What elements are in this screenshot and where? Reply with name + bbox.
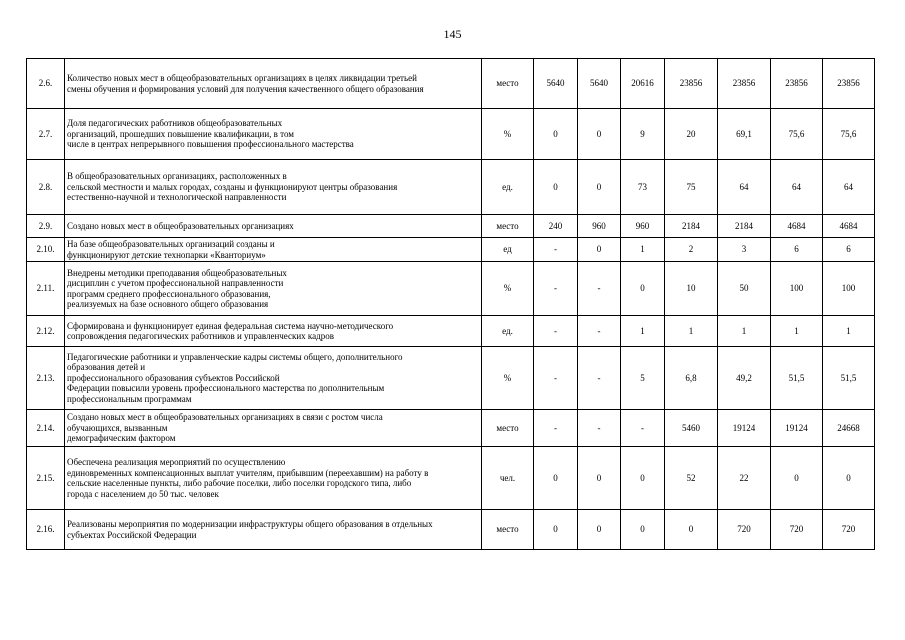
value-cell: 22	[718, 447, 771, 510]
value-cell: -	[534, 410, 578, 447]
value-cell: 0	[578, 109, 621, 160]
row-number: 2.10.	[27, 238, 65, 262]
unit-cell: место	[482, 59, 534, 109]
table-row	[27, 59, 875, 109]
table-row	[27, 109, 875, 160]
value-cell: 50	[718, 262, 771, 316]
row-number: 2.8.	[27, 160, 65, 215]
value-cell: 5640	[578, 59, 621, 109]
table-row	[27, 238, 875, 262]
value-cell: 0	[534, 510, 578, 550]
value-cell: 0	[823, 447, 875, 510]
value-cell: 1	[718, 316, 771, 347]
value-cell: 0	[621, 262, 665, 316]
unit-cell: ед	[482, 238, 534, 262]
value-cell: 51,5	[771, 347, 823, 410]
value-cell: 960	[578, 215, 621, 238]
value-cell: 1	[771, 316, 823, 347]
unit-cell: %	[482, 109, 534, 160]
value-cell: 23856	[718, 59, 771, 109]
value-cell: 52	[665, 447, 718, 510]
unit-cell: место	[482, 410, 534, 447]
row-number: 2.9.	[27, 215, 65, 238]
value-cell: 51,5	[823, 347, 875, 410]
unit-cell: место	[482, 510, 534, 550]
unit-cell: ед.	[482, 316, 534, 347]
value-cell: 0	[578, 510, 621, 550]
value-cell: 20616	[621, 59, 665, 109]
value-cell: 23856	[665, 59, 718, 109]
unit-cell: ед.	[482, 160, 534, 215]
value-cell: 10	[665, 262, 718, 316]
value-cell: 3	[718, 238, 771, 262]
table-row	[27, 160, 875, 215]
indicator-description: Создано новых мест в общеобразовательных организациях	[65, 215, 482, 238]
indicator-description: Количество новых мест в общеобразовательных организациях в целях ликвидации третьей смены обучения и формирования условий для получения качественного общего образования	[65, 59, 482, 109]
table-row	[27, 215, 875, 238]
value-cell: -	[578, 410, 621, 447]
value-cell: 6,8	[665, 347, 718, 410]
value-cell: 23856	[823, 59, 875, 109]
value-cell: 6	[823, 238, 875, 262]
value-cell: 19124	[771, 410, 823, 447]
value-cell: 1	[621, 316, 665, 347]
value-cell: 5460	[665, 410, 718, 447]
row-number: 2.14.	[27, 410, 65, 447]
value-cell: 64	[823, 160, 875, 215]
value-cell: -	[578, 316, 621, 347]
value-cell: 960	[621, 215, 665, 238]
table-row	[27, 510, 875, 550]
row-number: 2.13.	[27, 347, 65, 410]
row-number: 2.16.	[27, 510, 65, 550]
value-cell: 0	[578, 447, 621, 510]
value-cell: 23856	[771, 59, 823, 109]
value-cell: 75,6	[823, 109, 875, 160]
table-row	[27, 447, 875, 510]
value-cell: 720	[718, 510, 771, 550]
value-cell: 0	[578, 238, 621, 262]
value-cell: 1	[621, 238, 665, 262]
table-row	[27, 410, 875, 447]
value-cell: -	[534, 262, 578, 316]
unit-cell: %	[482, 262, 534, 316]
row-number: 2.6.	[27, 59, 65, 109]
value-cell: 1	[823, 316, 875, 347]
table-row	[27, 316, 875, 347]
value-cell: 0	[621, 447, 665, 510]
table-row	[27, 262, 875, 316]
row-number: 2.12.	[27, 316, 65, 347]
value-cell: 75,6	[771, 109, 823, 160]
value-cell: 240	[534, 215, 578, 238]
value-cell: 64	[771, 160, 823, 215]
value-cell: 0	[621, 510, 665, 550]
value-cell: -	[621, 410, 665, 447]
table-row	[27, 347, 875, 410]
page-number: 145	[443, 27, 462, 41]
value-cell: 100	[823, 262, 875, 316]
value-cell: 720	[823, 510, 875, 550]
value-cell: 2184	[718, 215, 771, 238]
value-cell: 20	[665, 109, 718, 160]
indicator-description: Доля педагогических работников общеобразовательных организаций, прошедших повышение квалификации, в том числе в центрах непрерывного повышения профессионального мастерства	[65, 109, 482, 160]
unit-cell: %	[482, 347, 534, 410]
indicator-description: На базе общеобразовательных организаций созданы и функционируют детские технопарки «Кванториум»	[65, 238, 482, 262]
value-cell: 5640	[534, 59, 578, 109]
value-cell: -	[534, 238, 578, 262]
value-cell: 0	[665, 510, 718, 550]
indicator-description: Обеспечена реализация мероприятий по осуществлению единовременных компенсационных выплат учителям, прибывшим (переехавшим) на работу в сельские населенные пункты, либо рабочие поселки, либо поселки городского типа, либо города с населением до 50 тыс. человек	[65, 447, 482, 510]
value-cell: 4684	[771, 215, 823, 238]
value-cell: 0	[534, 109, 578, 160]
value-cell: -	[578, 262, 621, 316]
value-cell: 9	[621, 109, 665, 160]
row-number: 2.11.	[27, 262, 65, 316]
indicator-description: В общеобразовательных организациях, расположенных в сельской местности и малых городах, созданы и функционируют центры образования естественно-научной и технологической направленности	[65, 160, 482, 215]
value-cell: 49,2	[718, 347, 771, 410]
value-cell: 5	[621, 347, 665, 410]
value-cell: 2184	[665, 215, 718, 238]
indicator-description: Реализованы мероприятия по модернизации инфраструктуры общего образования в отдельных субъектах Российской Федерации	[65, 510, 482, 550]
value-cell: 64	[718, 160, 771, 215]
value-cell: 69,1	[718, 109, 771, 160]
indicator-description: Создано новых мест в общеобразовательных организациях в связи с ростом числа обучающихся, вызванным демографическим фактором	[65, 410, 482, 447]
row-number: 2.7.	[27, 109, 65, 160]
value-cell: 720	[771, 510, 823, 550]
value-cell: -	[578, 347, 621, 410]
value-cell: 19124	[718, 410, 771, 447]
value-cell: 100	[771, 262, 823, 316]
unit-cell: место	[482, 215, 534, 238]
unit-cell: чел.	[482, 447, 534, 510]
value-cell: 4684	[823, 215, 875, 238]
value-cell: 2	[665, 238, 718, 262]
value-cell: 1	[665, 316, 718, 347]
value-cell: 0	[534, 447, 578, 510]
value-cell: 0	[771, 447, 823, 510]
value-cell: 24668	[823, 410, 875, 447]
value-cell: -	[534, 316, 578, 347]
value-cell: 0	[578, 160, 621, 215]
indicators-table	[26, 58, 875, 550]
value-cell: 6	[771, 238, 823, 262]
value-cell: 75	[665, 160, 718, 215]
value-cell: 73	[621, 160, 665, 215]
value-cell: 0	[534, 160, 578, 215]
indicator-description: Педагогические работники и управленческие кадры системы общего, дополнительного образования детей и профессионального образования субъектов Российской Федерации повысили уровень профессионального мастерства по дополнительным профессиональным программам	[65, 347, 482, 410]
indicator-description: Сформирована и функционирует единая федеральная система научно-методического сопровождения педагогических работников и управленческих кадров	[65, 316, 482, 347]
value-cell: -	[534, 347, 578, 410]
indicator-description: Внедрены методики преподавания общеобразовательных дисциплин с учетом профессиональной направленности программ среднего профессионального образования, реализуемых на базе основного общего образования	[65, 262, 482, 316]
row-number: 2.15.	[27, 447, 65, 510]
